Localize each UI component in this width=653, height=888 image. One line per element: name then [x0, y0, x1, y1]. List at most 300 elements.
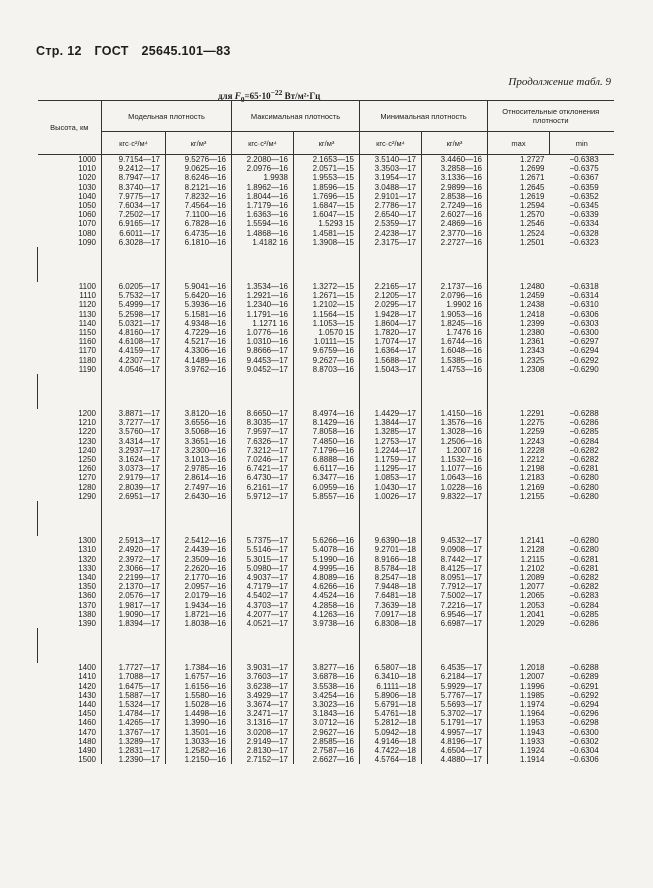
max-kgf-cell: 1.8962—16	[232, 183, 294, 192]
deviation-max-cell: 1.2141	[488, 536, 550, 545]
group-spacer	[38, 628, 653, 663]
min-kgf-cell: 2.1205—17	[360, 291, 422, 300]
max-kgf-cell: 8.3035—17	[232, 418, 294, 427]
deviation-max-cell: 1.2115	[488, 555, 550, 564]
model-kgm-cell: 9.0625—16	[166, 164, 232, 173]
min-kgm-cell: 5.5693—17	[422, 700, 488, 709]
deviation-max-cell: 1.2380	[488, 328, 550, 337]
model-kgf-cell: 3.8871—17	[102, 409, 166, 418]
min-kgf-cell: 1.0430—17	[360, 483, 422, 492]
deviation-min-cell: −0.6282	[569, 572, 599, 582]
model-kgm-cell: 4.9348—16	[166, 319, 232, 328]
min-kgm-cell: 4.4880—17	[422, 755, 488, 764]
min-kgm-cell: 1.4150—16	[422, 409, 488, 418]
table-header	[38, 101, 653, 155]
deviation-max-cell: 1.1914	[488, 755, 550, 764]
height-cell: 1190	[78, 364, 96, 374]
model-kgf-cell: 1.5324—17	[102, 700, 166, 709]
deviation-max-cell: 1.2501	[488, 238, 550, 247]
min-kgm-cell: 5.3702—17	[422, 709, 488, 718]
deviation-min-cell: −0.6345	[569, 201, 599, 211]
max-kgf-cell: 1.5594—16	[232, 219, 294, 228]
table-row	[38, 591, 653, 600]
max-kgm-cell: 1.7696—15	[294, 192, 360, 201]
min-kgf-cell: 2.6540—17	[360, 210, 422, 219]
condition-value: =65·10	[244, 91, 271, 101]
height-cell: 1480	[78, 736, 96, 746]
height-cell: 1410	[78, 672, 96, 682]
table-row	[38, 473, 653, 482]
min-kgm-cell: 1.6744—16	[422, 337, 488, 346]
min-kgf-cell: 8.2547—18	[360, 573, 422, 582]
min-kgf-cell: 2.2165—17	[360, 282, 422, 291]
height-cell: 1050	[78, 201, 96, 211]
max-kgf-cell: 9.4453—17	[232, 356, 294, 365]
min-kgf-cell: 5.6791—18	[360, 700, 422, 709]
model-kgf-cell: 1.7727—17	[102, 663, 166, 672]
deviation-min-cell: −0.6294	[569, 346, 599, 356]
deviation-max-cell: 1.1933	[488, 737, 550, 746]
max-kgm-cell: 3.9738—16	[294, 619, 360, 628]
condition-prefix: для	[218, 91, 233, 101]
table-row	[38, 555, 653, 564]
deviation-max-cell: 1.2361	[488, 337, 550, 346]
model-kgf-cell: 1.3767—17	[102, 728, 166, 737]
model-kgm-cell: 2.2620—16	[166, 564, 232, 573]
max-kgm-cell: 2.9627—16	[294, 728, 360, 737]
table-row	[38, 672, 653, 681]
model-kgf-cell: 3.0373—17	[102, 464, 166, 473]
max-kgm-cell: 3.8277—16	[294, 663, 360, 672]
max-kgf-cell: 3.7603—17	[232, 672, 294, 681]
max-kgm-cell: 5.8557—16	[294, 492, 360, 501]
deviation-min-cell: −0.6292	[569, 690, 599, 700]
min-kgm-cell: 1.0643—16	[422, 473, 488, 482]
max-kgm-cell: 9.6759—16	[294, 346, 360, 355]
deviation-max-cell: 1.2594	[488, 201, 550, 210]
model-kgm-cell: 7.8232—16	[166, 192, 232, 201]
model-kgm-cell: 7.1100—16	[166, 210, 232, 219]
min-kgm-cell: 2.0796—16	[422, 291, 488, 300]
min-kgm-cell: 5.1791—17	[422, 718, 488, 727]
max-kgf-cell: 2.2080—16	[232, 155, 294, 165]
deviation-max-cell: 1.1964	[488, 709, 550, 718]
deviation-max-cell: 1.2438	[488, 300, 550, 309]
table-row	[38, 328, 653, 337]
max-kgm-cell: 3.5538—16	[294, 682, 360, 691]
deviation-max-cell: 1.2018	[488, 663, 550, 672]
min-kgf-cell: 1.2753—17	[360, 437, 422, 446]
min-kgm-cell: 1.0228—16	[422, 483, 488, 492]
model-kgm-cell: 2.4439—16	[166, 545, 232, 554]
model-kgf-cell: 1.2831—17	[102, 746, 166, 755]
height-cell: 1320	[78, 554, 96, 564]
table-row	[38, 155, 653, 165]
min-kgf-cell: 1.9428—17	[360, 310, 422, 319]
height-cell: 1080	[78, 228, 96, 238]
min-kgf-cell: 6.1111—18	[360, 682, 422, 691]
model-kgf-cell: 2.0576—17	[102, 591, 166, 600]
table-row	[38, 455, 653, 464]
deviation-max-cell: 1.1924	[488, 746, 550, 755]
deviation-min-cell: −0.6291	[569, 681, 599, 691]
deviation-min-cell: −0.6302	[569, 736, 599, 746]
model-kgm-cell: 4.7229—16	[166, 328, 232, 337]
table-row	[38, 746, 653, 755]
min-kgf-cell: 2.3175—17	[360, 238, 422, 247]
max-kgm-cell: 1.0111—15	[294, 337, 360, 346]
min-kgf-cell: 5.4761—18	[360, 709, 422, 718]
deviation-max-cell: 1.2325	[488, 356, 550, 365]
deviation-max-cell: 1.2645	[488, 183, 550, 192]
model-kgm-cell: 1.5028—16	[166, 700, 232, 709]
model-kgf-cell: 7.2502—17	[102, 210, 166, 219]
height-cell: 1490	[78, 745, 96, 755]
table-row	[38, 737, 653, 746]
min-kgf-cell: 1.2244—17	[360, 446, 422, 455]
table-row	[38, 483, 653, 492]
max-kgm-cell: 3.6878—16	[294, 672, 360, 681]
max-kgm-cell: 5.4078—16	[294, 545, 360, 554]
height-cell: 1130	[78, 309, 96, 319]
max-kgm-cell: 4.1263—16	[294, 610, 360, 619]
max-kgf-cell: 4.2077—17	[232, 610, 294, 619]
model-kgm-cell: 1.6156—16	[166, 682, 232, 691]
model-kgf-cell: 1.4265—17	[102, 718, 166, 727]
deviation-max-cell: 1.2102	[488, 564, 550, 573]
group-spacer	[38, 374, 653, 409]
min-kgm-cell: 9.8322—17	[422, 492, 488, 501]
min-kgm-unit: кг/м³	[422, 132, 488, 155]
table-row	[38, 173, 653, 182]
deviation-max-cell: 1.2077	[488, 582, 550, 591]
max-kgf-cell: 3.2471—17	[232, 709, 294, 718]
min-kgf-cell: 3.5140—17	[360, 155, 422, 165]
max-kgf-cell: 1.2921—16	[232, 291, 294, 300]
deviation-min-cell: −0.6289	[569, 672, 599, 682]
min-kgm-cell: 8.7442—17	[422, 555, 488, 564]
min-kgm-cell: 6.6987—17	[422, 619, 488, 628]
max-kgf-cell: 2.0976—16	[232, 164, 294, 173]
model-kgf-cell: 6.9165—17	[102, 219, 166, 228]
deviation-min-cell: −0.6280	[569, 545, 599, 555]
model-kgm-cell: 3.8120—16	[166, 409, 232, 418]
model-kgf-cell: 4.2307—17	[102, 356, 166, 365]
model-kgf-cell: 9.2412—17	[102, 164, 166, 173]
model-kgf-cell: 2.3066—17	[102, 564, 166, 573]
min-kgf-cell: 1.8604—17	[360, 319, 422, 328]
model-kgf-cell: 6.3028—17	[102, 238, 166, 247]
max-kgm-cell: 7.8058—16	[294, 427, 360, 436]
max-kgf-cell: 2.9149—17	[232, 737, 294, 746]
max-kgf-cell: 1.4182 16	[232, 238, 294, 247]
max-kgf-cell: 3.9031—17	[232, 663, 294, 672]
min-kgm-cell: 7.2216—17	[422, 601, 488, 610]
height-cell: 1110	[79, 291, 96, 301]
min-kgf-cell: 7.0917—18	[360, 610, 422, 619]
max-kgf-cell: 1.1271 16	[232, 319, 294, 328]
max-kgf-cell: 3.0208—17	[232, 728, 294, 737]
max-kgm-cell: 1.1053—15	[294, 319, 360, 328]
model-kgm-cell: 2.6430—16	[166, 492, 232, 501]
height-cell: 1000	[78, 155, 96, 164]
deviation-max-cell: 1.2243	[488, 437, 550, 446]
height-cell: 1100	[78, 282, 96, 292]
height-cell: 1120	[78, 300, 96, 310]
table-row	[38, 282, 653, 291]
deviation-min-cell: −0.6359	[569, 182, 599, 192]
table-row	[38, 728, 653, 737]
table-row	[38, 536, 653, 545]
deviation-min-cell: −0.6306	[569, 309, 599, 319]
min-kgm-cell: 4.9957—17	[422, 728, 488, 737]
deviation-max-cell: 1.2007	[488, 672, 550, 681]
deviation-min-cell: −0.6284	[569, 600, 599, 610]
min-kgm-cell: 4.6504—17	[422, 746, 488, 755]
min-kgm-cell: 2.2727—16	[422, 238, 488, 247]
table-row	[38, 229, 653, 238]
deviation-min-cell: −0.6367	[569, 173, 599, 183]
min-kgm-cell: 5.7767—17	[422, 691, 488, 700]
table-row	[38, 601, 653, 610]
model-kgm-cell: 2.5412—16	[166, 536, 232, 545]
min-kgm-cell: 1.9902 16	[422, 300, 488, 309]
height-cell: 1270	[78, 473, 96, 483]
height-cell: 1250	[78, 455, 96, 465]
deviation-min-cell: −0.6300	[569, 328, 599, 338]
deviation-max-cell: 1.1974	[488, 700, 550, 709]
min-kgm-cell: 9.4532—17	[422, 536, 488, 545]
min-kgf-cell: 3.0488—17	[360, 183, 422, 192]
model-kgm-cell: 1.3501—16	[166, 728, 232, 737]
model-kgf-cell: 7.6034—17	[102, 201, 166, 210]
height-cell: 1300	[78, 536, 96, 546]
table-row	[38, 291, 653, 300]
deviation-min-cell: −0.6304	[569, 745, 599, 755]
max-kgm-cell: 8.1429—16	[294, 418, 360, 427]
min-kgf-cell: 9.2701—18	[360, 545, 422, 554]
table-row	[38, 219, 653, 228]
model-kgm-cell: 2.9785—16	[166, 464, 232, 473]
min-kgm-cell: 2.1737—16	[422, 282, 488, 291]
model-kgm-cell: 2.3509—16	[166, 555, 232, 564]
model-kgf-cell: 5.4999—17	[102, 300, 166, 309]
min-kgm-cell: 1.3028—16	[422, 427, 488, 436]
table-row	[38, 210, 653, 219]
deviation-max-cell: 1.2291	[488, 409, 550, 418]
deviation-min-cell: −0.6296	[569, 709, 599, 719]
deviation-max-cell: 1.2041	[488, 610, 550, 619]
table-row	[38, 610, 653, 619]
table-row	[38, 709, 653, 718]
model-kgm-cell: 3.2300—16	[166, 446, 232, 455]
min-kgf-cell: 5.2812—18	[360, 718, 422, 727]
deviation-max-cell: 1.2671	[488, 173, 550, 182]
max-kgf-cell: 4.3703—17	[232, 601, 294, 610]
model-kgf-cell: 3.1624—17	[102, 455, 166, 464]
model-kgf-cell: 4.8160—17	[102, 328, 166, 337]
min-kgm-cell: 7.7912—17	[422, 582, 488, 591]
height-cell: 1460	[78, 718, 96, 728]
max-kgm-unit: кг/м³	[294, 132, 360, 155]
max-kgm-cell: 3.4254—16	[294, 691, 360, 700]
min-kgf-unit: кгс·с²/м⁴	[360, 132, 422, 155]
deviation-min-cell: −0.6303	[569, 318, 599, 328]
model-kgf-cell: 2.6951—17	[102, 492, 166, 501]
height-cell: 1260	[78, 464, 96, 474]
model-kgf-cell: 2.3972—17	[102, 555, 166, 564]
max-kgm-cell: 1.3272—15	[294, 282, 360, 291]
deviation-min-cell: −0.6323	[569, 237, 599, 247]
height-cell: 1340	[78, 572, 96, 582]
max-kgf-unit: кгс·с²/м⁴	[232, 132, 294, 155]
table-row	[38, 164, 653, 173]
table-row	[38, 492, 653, 501]
deviation-max-cell: 1.2155	[488, 492, 550, 501]
min-kgm-cell: 1.7476 16	[422, 328, 488, 337]
min-kgf-cell: 1.1295—17	[360, 464, 422, 473]
max-kgm-cell: 2.8585—16	[294, 737, 360, 746]
max-kgm-cell: 8.8703—16	[294, 365, 360, 374]
height-cell: 1210	[78, 418, 96, 428]
deviation-min-cell: −0.6282	[569, 455, 599, 465]
model-kgm-cell: 9.5276—16	[166, 155, 232, 165]
deviation-min-cell: −0.6318	[569, 282, 599, 292]
max-kgm-cell: 4.2858—16	[294, 601, 360, 610]
model-kgm-cell: 6.4735—16	[166, 229, 232, 238]
max-kgf-cell: 2.8130—17	[232, 746, 294, 755]
model-kgf-cell: 4.6108—17	[102, 337, 166, 346]
model-kgf-cell: 4.4159—17	[102, 346, 166, 355]
max-kgm-cell: 1.8596—15	[294, 183, 360, 192]
table-row	[38, 718, 653, 727]
min-kgm-cell: 3.4460—16	[422, 155, 488, 165]
max-kgf-cell: 5.9712—17	[232, 492, 294, 501]
deviation-min-cell: −0.6285	[569, 427, 599, 437]
height-cell: 1180	[78, 355, 96, 365]
model-kgf-cell: 1.5887—17	[102, 691, 166, 700]
min-kgf-cell: 1.5043—17	[360, 365, 422, 374]
model-kgm-cell: 5.1581—16	[166, 310, 232, 319]
model-kgf-cell: 1.2390—17	[102, 755, 166, 764]
max-kgf-cell: 2.7152—17	[232, 755, 294, 764]
deviation-max-cell: 1.2259	[488, 427, 550, 436]
min-kgf-cell: 2.5359—17	[360, 219, 422, 228]
min-kgm-cell: 1.8245—16	[422, 319, 488, 328]
min-kgf-cell: 1.5688—17	[360, 356, 422, 365]
max-kgm-cell: 4.6266—16	[294, 582, 360, 591]
model-kgm-cell: 1.2150—16	[166, 755, 232, 764]
model-kgf-cell: 1.8394—17	[102, 619, 166, 628]
condition-exp: −22	[270, 88, 283, 97]
table-row	[38, 564, 653, 573]
table-continuation-note: Продолжение табл. 9	[508, 76, 611, 88]
deviation-min-cell: −0.6298	[569, 718, 599, 728]
model-kgf-cell: 2.9179—17	[102, 473, 166, 482]
height-cell: 1390	[78, 618, 96, 628]
model-kgm-cell: 1.8721—16	[166, 610, 232, 619]
deviation-min-cell: −0.6306	[569, 755, 599, 765]
deviation-max-cell: 1.2212	[488, 455, 550, 464]
model-kgm-cell: 4.1489—16	[166, 356, 232, 365]
min-kgf-cell: 6.5807—18	[360, 663, 422, 672]
height-cell: 1500	[78, 755, 96, 765]
model-kgm-cell: 8.6246—16	[166, 173, 232, 182]
min-kgm-cell: 5.9929—17	[422, 682, 488, 691]
deviation-min-cell: −0.6282	[569, 445, 599, 455]
deviation-min-cell: −0.6280	[569, 536, 599, 546]
table-row	[38, 582, 653, 591]
min-kgm-cell: 3.2858—16	[422, 164, 488, 173]
min-density-header: Минимальная плотность	[360, 101, 488, 132]
min-kgm-cell: 1.3576—16	[422, 418, 488, 427]
height-header: Высота, км	[38, 101, 102, 155]
model-kgm-cell: 1.3990—16	[166, 718, 232, 727]
max-kgf-cell: 4.9037—17	[232, 573, 294, 582]
model-kgf-cell: 2.5913—17	[102, 536, 166, 545]
model-kgf-cell: 3.2937—17	[102, 446, 166, 455]
table-row	[38, 356, 653, 365]
deviation-max-cell: 1.2029	[488, 619, 550, 628]
min-kgf-cell: 4.5764—18	[360, 755, 422, 764]
model-kgm-cell: 1.4498—16	[166, 709, 232, 718]
min-kgf-cell: 5.8906—18	[360, 691, 422, 700]
table-row	[38, 300, 653, 309]
max-kgf-cell: 3.3674—17	[232, 700, 294, 709]
page-label: Стр. 12	[36, 44, 82, 58]
min-kgf-cell: 8.5784—18	[360, 564, 422, 573]
model-kgf-cell: 6.0205—17	[102, 282, 166, 291]
deviation-min-cell: −0.6334	[569, 219, 599, 229]
deviation-max-cell: 1.2169	[488, 483, 550, 492]
group-spacer	[38, 247, 653, 282]
model-kgm-cell: 1.2582—16	[166, 746, 232, 755]
max-kgf-cell: 3.4929—17	[232, 691, 294, 700]
max-kgf-cell: 1.0776—16	[232, 328, 294, 337]
max-kgm-cell: 9.2627—16	[294, 356, 360, 365]
min-kgf-cell: 1.6364—17	[360, 346, 422, 355]
max-kgm-cell: 2.0571—15	[294, 164, 360, 173]
height-cell: 1290	[78, 491, 96, 501]
model-kgf-cell: 9.7154—17	[102, 155, 166, 165]
max-kgf-cell: 8.6650—17	[232, 409, 294, 418]
page-header	[36, 44, 240, 58]
deviation-max-cell: 1.2459	[488, 291, 550, 300]
model-kgm-cell: 1.6757—16	[166, 672, 232, 681]
deviation-min-cell: −0.6282	[569, 582, 599, 592]
max-kgm-cell: 3.0712—16	[294, 718, 360, 727]
deviation-max-cell: 1.2399	[488, 319, 550, 328]
model-kgm-cell: 6.7828—16	[166, 219, 232, 228]
model-kgf-cell: 8.3740—17	[102, 183, 166, 192]
deviation-max-header: max	[488, 132, 550, 155]
max-density-header: Максимальная плотность	[232, 101, 360, 132]
model-kgm-cell: 5.9041—16	[166, 282, 232, 291]
max-kgm-cell: 1.5293 15	[294, 219, 360, 228]
deviation-max-cell: 1.2089	[488, 573, 550, 582]
table-row	[38, 319, 653, 328]
min-kgf-cell: 7.9448—18	[360, 582, 422, 591]
max-kgm-cell: 1.3908—15	[294, 238, 360, 247]
max-kgf-cell: 7.0246—17	[232, 455, 294, 464]
height-cell: 1330	[78, 563, 96, 573]
relative-deviation-header: Относительные отклонения плотности	[488, 101, 614, 132]
deviation-max-cell: 1.2065	[488, 591, 550, 600]
table-row	[38, 464, 653, 473]
model-kgf-cell: 7.9775—17	[102, 192, 166, 201]
min-kgf-cell: 3.3503—17	[360, 164, 422, 173]
deviation-min-cell: −0.6310	[569, 300, 599, 310]
